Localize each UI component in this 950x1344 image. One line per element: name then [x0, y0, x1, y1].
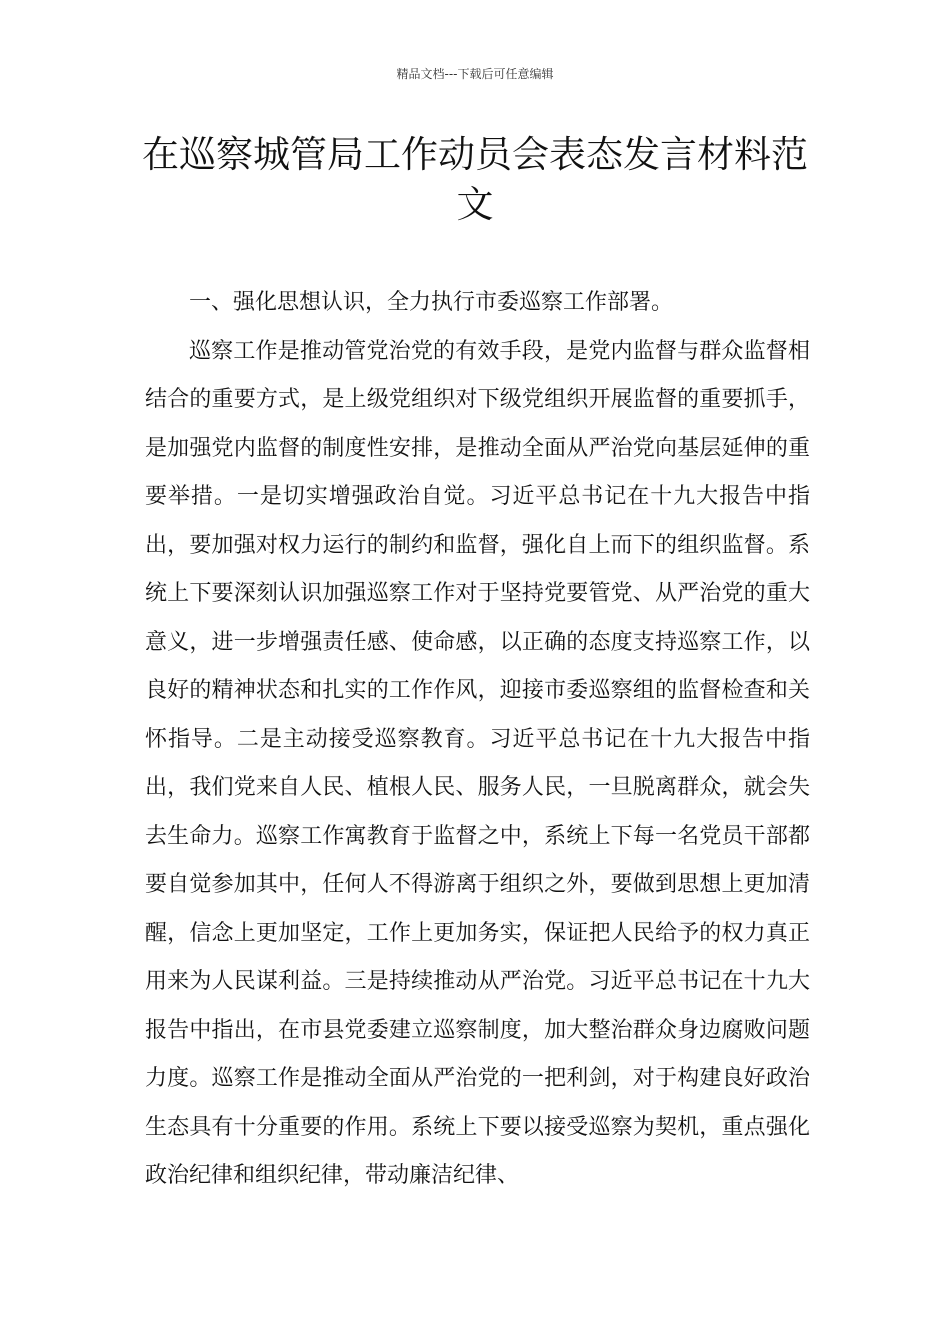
section-heading: 一、强化思想认识，全力执行市委巡察工作部署。	[189, 290, 674, 315]
document-title: 在巡察城管局工作动员会表态发言材料范文	[142, 133, 808, 226]
header-note: 精品文档---下载后可任意编辑	[396, 67, 554, 81]
document-body	[145, 279, 810, 1201]
body-paragraph: 巡察工作是推动管党治党的有效手段，是党内监督与群众监督相结合的重要方式，是上级党组织对下级党组织开展监督的重要抓手，是加强党内监督的制度性安排，是推动全面从严治党向基层延伸的重要举措。一是切实增强政治自觉。习近平总书记在十九大报告中指出，要加强对权力运行的制约和监督，强化自上而下的组织监督。系统上下要深刻认识加强巡察工作对于坚持党要管党、从严治党的重大意义，进一步增强责任感、使命感，以正确的态度支持巡察工作，以良好的精神状态和扎实的工作作风，迎接市委巡察组的监督检查和关怀指导。二是主动接受巡察教育。习近平总书记在十九大报告中指出，我们党来自人民、植根人民、服务人民，一旦脱离群众，就会失去生命力。巡察工作寓教育于监督之中，系统上下每一名党员干部都要自觉参加其中，任何人不得游离于组织之外，要做到思想上更加清醒，信念上更加坚定，工作上更加务实，保证把人民给予的权力真正用来为人民谋利益。三是持续推动从严治党。习近平总书记在十九大报告中指出，在市县党委建立巡察制度，加大整治群众身边腐败问题力度。巡察工作是推动全面从严治党的一把利剑，对于构建良好政治生态具有十分重要的作用。系统上下要以接受巡察为契机，重点强化政治纪律和组织纪律，带动廉洁纪律、	[145, 338, 810, 1188]
